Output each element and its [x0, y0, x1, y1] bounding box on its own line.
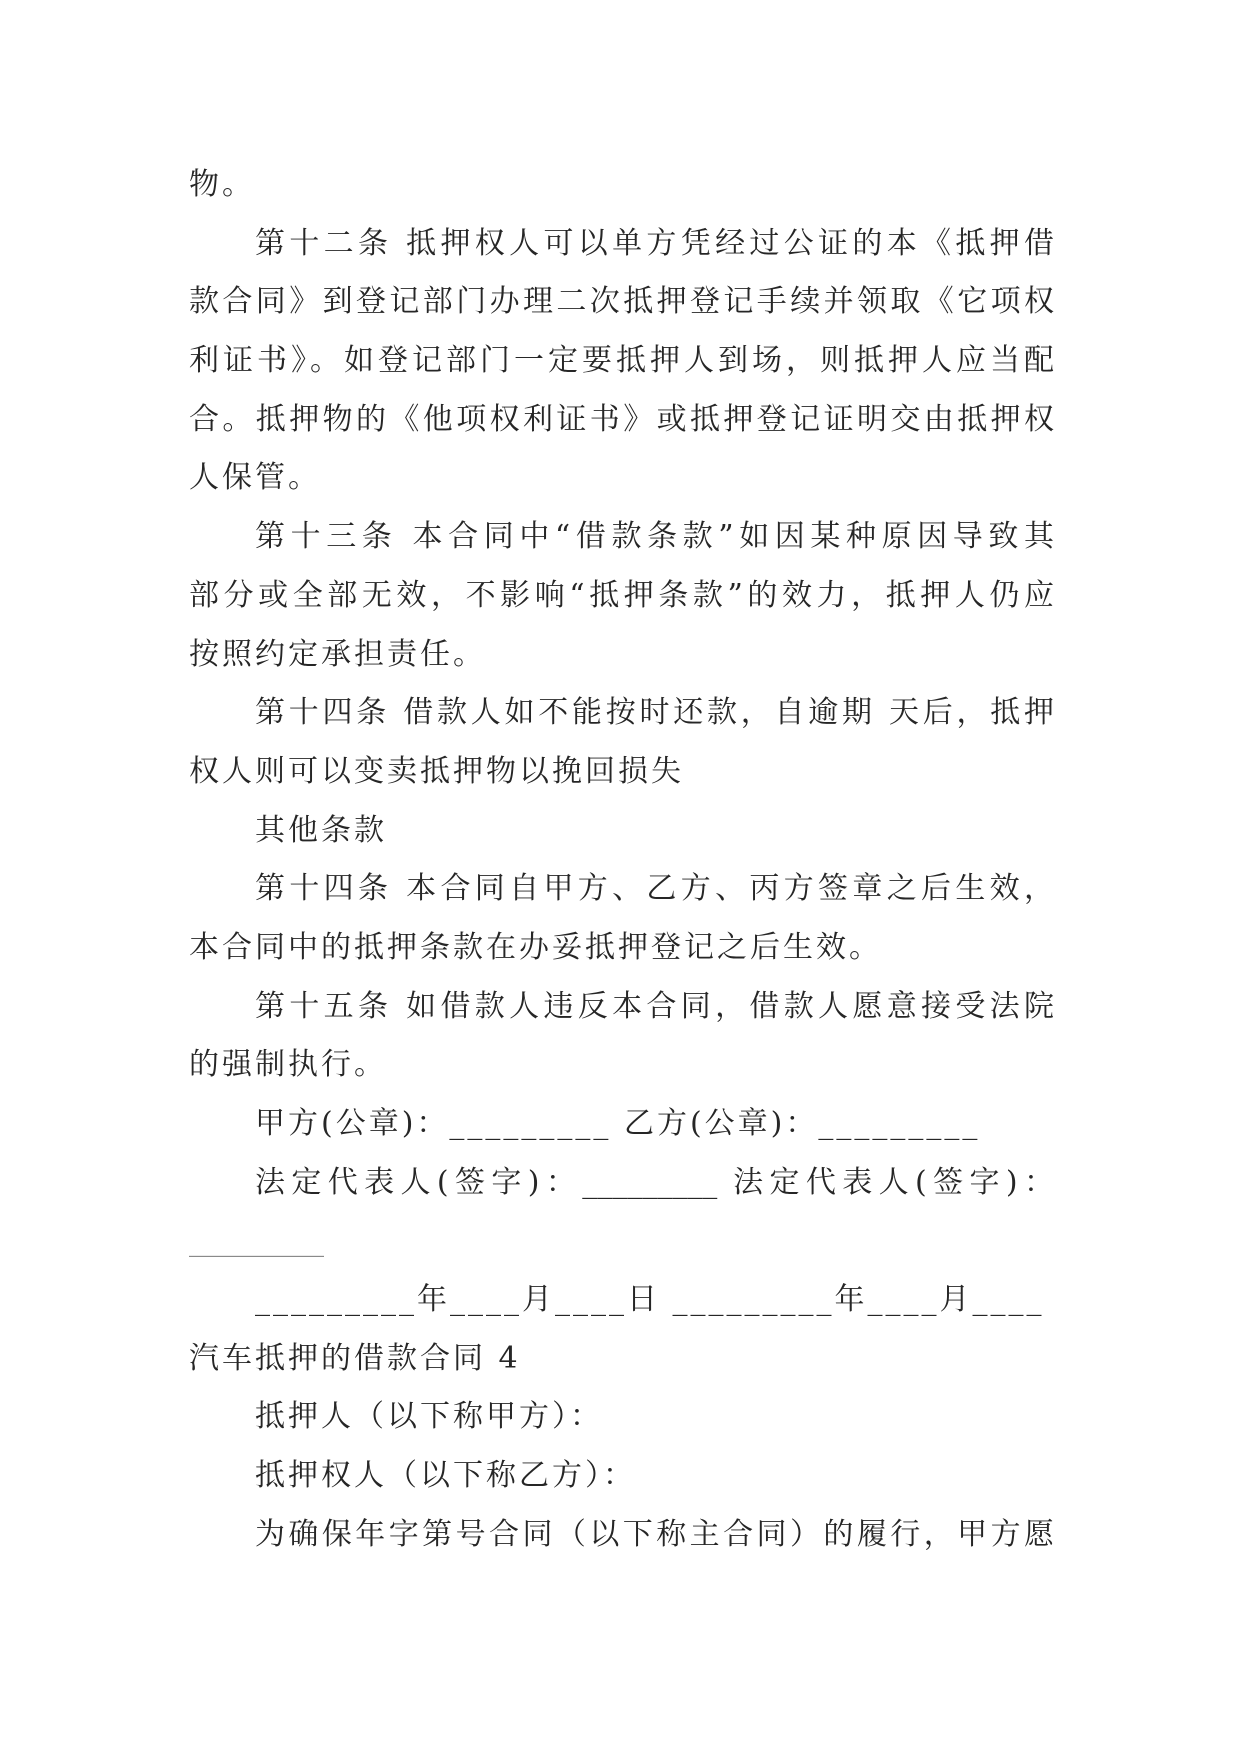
text-line: 为确保年字第号合同（以下称主合同）的履行，甲方愿	[255, 1516, 1054, 1552]
signature-line: 法定代表人(签字)：_________ 法定代表人(签字)：	[255, 1164, 1054, 1200]
text-line: 按照约定承担责任。	[189, 636, 486, 672]
text-line: 人保管。	[189, 460, 321, 496]
mortgagor-line: 抵押人（以下称甲方）：	[255, 1399, 603, 1435]
section-heading: 其他条款	[255, 812, 387, 848]
signature-blank: _________	[189, 1223, 324, 1259]
text-line: 权人则可以变卖抵押物以挽回损失	[189, 753, 684, 789]
seal-line: 甲方(公章)：_________ 乙方(公章)：_________	[255, 1106, 981, 1141]
clause-15-line: 第十五条 如借款人违反本合同，借款人愿意接受法院	[255, 988, 1054, 1024]
text-line: 款合同》到登记部门办理二次抵押登记手续并领取《它项权	[189, 284, 1054, 320]
clause-12-line: 第十二条 抵押权人可以单方凭经过公证的本《抵押借	[255, 225, 1054, 261]
text-line: 本合同中的抵押条款在办妥抵押登记之后生效。	[189, 929, 882, 965]
clause-14-line: 第十四条 借款人如不能按时还款，自逾期 天后，抵押	[255, 695, 1054, 731]
text-line: 部分或全部无效，不影响“抵押条款”的效力，抵押人仍应	[189, 577, 1054, 613]
clause-14b-line: 第十四条 本合同自甲方、乙方、丙方签章之后生效，	[255, 871, 1054, 907]
date-line: _________年____月____日 _________年____月____	[255, 1282, 1045, 1318]
contract-body	[189, 156, 1054, 1565]
clause-13-line: 第十三条 本合同中“借款条款”如因某种原因导致其	[255, 519, 1054, 555]
text-line: 合。抵押物的《他项权利证书》或抵押登记证明交由抵押权	[189, 401, 1054, 437]
contract-title: 汽车抵押的借款合同 4	[189, 1340, 521, 1376]
mortgagee-line: 抵押权人（以下称乙方）：	[255, 1458, 636, 1494]
text-line: 的强制执行。	[189, 1047, 387, 1083]
text-line: 物。	[189, 167, 255, 202]
text-line: 利证书》。如登记部门一定要抵押人到场，则抵押人应当配	[189, 343, 1054, 379]
